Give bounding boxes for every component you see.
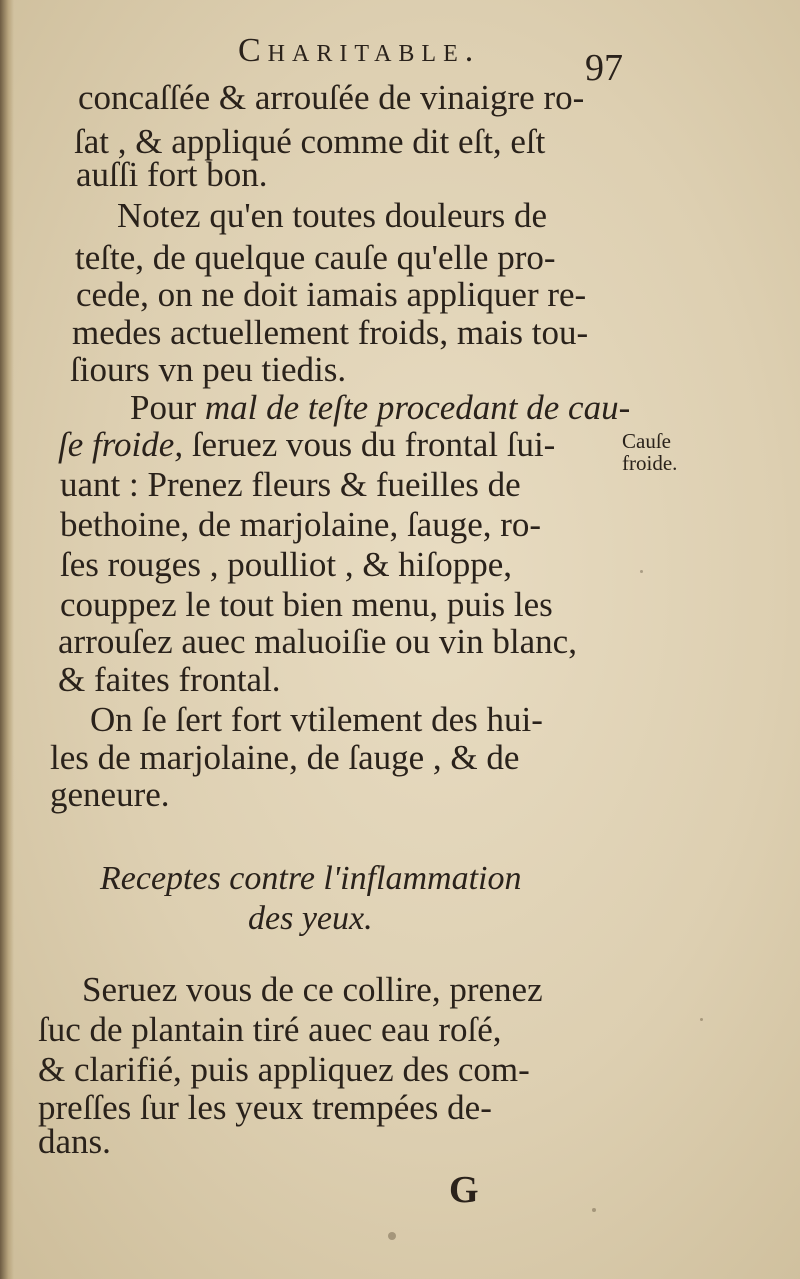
- body-line: teſte, de quelque cauſe qu'elle pro-: [75, 238, 556, 277]
- body-line-roman: Pour: [130, 388, 205, 427]
- section-line: dans.: [38, 1122, 111, 1161]
- page-number: 97: [585, 47, 623, 89]
- body-line: Notez qu'en toutes douleurs de: [117, 196, 548, 235]
- body-line: medes actuellement froids, mais tou-: [72, 313, 589, 352]
- body-line: ſat , & appliqué comme dit eſt, eſt: [74, 122, 546, 161]
- body-line: concaſſée & arrouſée de vinaigre ro-: [78, 78, 585, 117]
- margin-note-line: froide.: [622, 451, 678, 475]
- section-heading-line1: Receptes contre l'inflammation: [100, 860, 522, 897]
- ink-speck: [592, 1208, 596, 1212]
- body-line: [58, 425, 555, 465]
- body-line: On ſe ſert fort vtilement des hui-: [90, 700, 543, 739]
- body-line: couppez le tout bien menu, puis les: [60, 585, 553, 624]
- body-line: [130, 388, 630, 428]
- body-line: geneure.: [50, 775, 170, 814]
- body-line: auſſi fort bon.: [76, 155, 268, 194]
- running-title: Charitable.: [238, 32, 481, 69]
- body-line: arrouſez auec maluoiſie ou vin blanc,: [58, 622, 577, 661]
- page-header: [0, 28, 800, 89]
- margin-note: [622, 430, 677, 474]
- body-line-italic: ſe froide,: [58, 425, 184, 464]
- section-line: & clarifié, puis appliquez des com-: [38, 1050, 530, 1089]
- signature-mark: G: [449, 1169, 479, 1211]
- margin-note-line: Cauſe: [622, 429, 671, 453]
- section-line: ſuc de plantain tiré auec eau roſé,: [38, 1010, 502, 1049]
- body-line: & faites frontal.: [58, 660, 281, 699]
- body-line: les de marjolaine, de ſauge , & de: [50, 738, 520, 777]
- body-line: ſes rouges , poulliot , & hiſoppe,: [60, 545, 513, 584]
- body-line: uant : Prenez fleurs & fueilles de: [60, 465, 521, 504]
- section-heading-line2: des yeux.: [248, 900, 373, 937]
- ink-speck: [640, 570, 643, 573]
- ink-speck: [388, 1232, 396, 1240]
- body-line: cede, on ne doit iamais appliquer re-: [76, 275, 587, 314]
- body-line-italic: mal de teſte procedant de cau-: [204, 388, 631, 427]
- body-line: ſiours vn peu tiedis.: [70, 350, 347, 389]
- section-line: Seruez vous de ce collire, prenez: [82, 970, 543, 1009]
- ink-speck: [700, 1018, 703, 1021]
- body-line-roman: ſeruez vous du frontal ſui-: [183, 425, 556, 464]
- body-line: bethoine, de marjolaine, ſauge, ro-: [60, 505, 542, 544]
- section-line: preſſes ſur les yeux trempées de-: [38, 1088, 492, 1127]
